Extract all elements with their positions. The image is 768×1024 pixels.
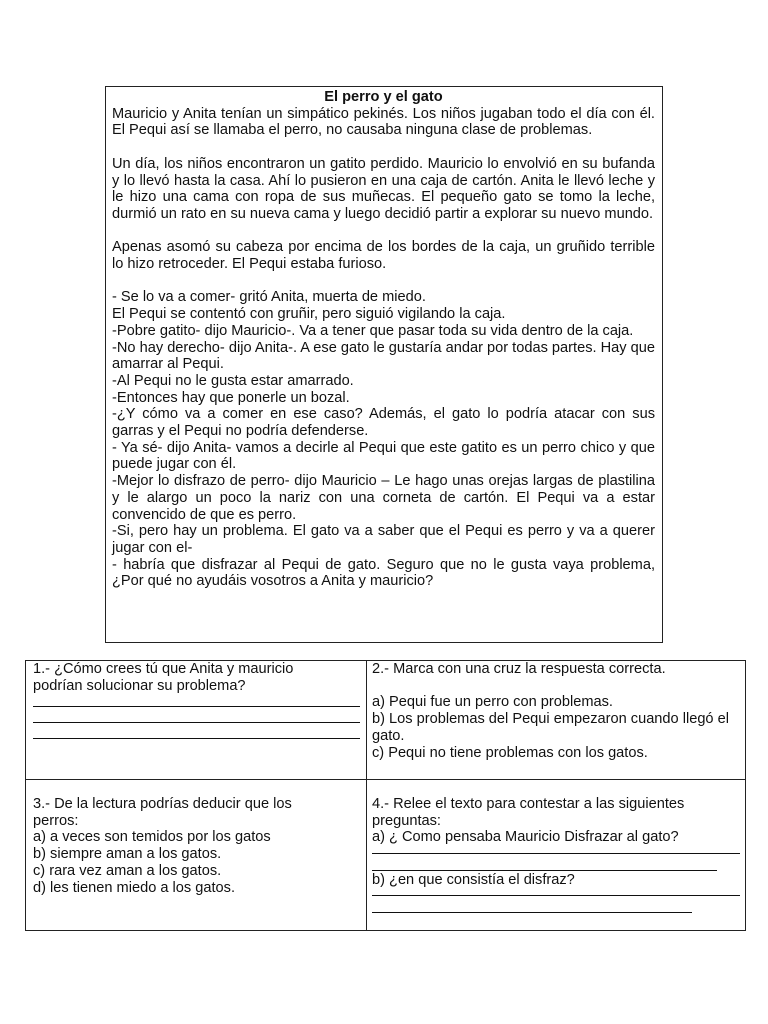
- option-a[interactable]: a) a veces son temidos por los gatos: [33, 829, 271, 846]
- answer-line[interactable]: [33, 706, 360, 707]
- dialogue-line: El Pequi se contentó con gruñir, pero siguió vigilando la caja.: [112, 306, 506, 323]
- option-d[interactable]: d) les tienen miedo a los gatos.: [33, 879, 235, 896]
- column-divider: [366, 661, 367, 930]
- dialogue-line: - habría que disfrazar al Pequi de gato. Seguro que no le gusta vaya problema, ¿Por qué no ayudáis vosotros a Anita y mauricio?: [112, 556, 655, 590]
- answer-line[interactable]: [33, 722, 360, 723]
- question-2: [372, 661, 740, 761]
- dialogue-line: - Ya sé- dijo Anita- vamos a decirle al Pequi que este gatito es un perro chico y que puede jugar con él.: [112, 439, 655, 473]
- dialogue-line: -No hay derecho- dijo Anita-. A ese gato le gustaría andar por todas partes. Hay que amarrar al Pequi.: [112, 339, 655, 373]
- dialogue-line: -Pobre gatito- dijo Mauricio-. Va a tener que pasar toda su vida dentro de la caja.: [112, 322, 634, 339]
- dialogue-line: -Entonces hay que ponerle un bozal.: [112, 389, 350, 406]
- sub-question-a: a) ¿ Como pensaba Mauricio Disfrazar al gato?: [372, 829, 679, 846]
- questions-table: [25, 660, 746, 931]
- answer-line[interactable]: [33, 738, 360, 739]
- question-1-text: podrían solucionar su problema?: [33, 677, 246, 694]
- dialogue-line: -Al Pequi no le gusta estar amarrado.: [112, 372, 354, 389]
- question-1: [33, 661, 360, 739]
- story-paragraph: Apenas asomó su cabeza por encima de los bordes de la caja, un gruñido terrible lo hizo retroceder. El Pequi estaba furioso.: [112, 239, 655, 272]
- question-4-text: preguntas:: [372, 812, 441, 829]
- story-paragraph: Mauricio y Anita tenían un simpático pekinés. Los niños jugaban todo el día con él. El Pequi así se llamaba el perro, no causaba ninguna clase de problemas.: [112, 105, 655, 139]
- question-3-text: 3.- De la lectura podrías deducir que los: [33, 796, 292, 812]
- question-3: [33, 796, 360, 896]
- question-2-prompt: 2.- Marca con una cruz la respuesta correcta.: [372, 661, 666, 677]
- dialogue-line: -¿Y cómo va a comer en ese caso? Además, el gato lo podría atacar con sus garras y el Pequi no podría defenderse.: [112, 406, 655, 440]
- question-4: [372, 796, 740, 913]
- option-a[interactable]: a) Pequi fue un perro con problemas.: [372, 694, 613, 711]
- answer-line[interactable]: [372, 853, 740, 854]
- row-divider: [26, 779, 745, 780]
- answer-line[interactable]: [372, 870, 717, 871]
- option-b[interactable]: b) Los problemas del Pequi empezaron cuando llegó el gato.: [372, 711, 729, 744]
- answer-line[interactable]: [372, 912, 692, 913]
- dialogue-line: -Mejor lo disfrazo de perro- dijo Mauricio – Le hago unas orejas largas de plastilina y le alargo un poco la nariz con una corneta de cartón. El Pequi va a estar convencido de que es perro.: [112, 473, 655, 523]
- dialogue-line: -Si, pero hay un problema. El gato va a saber que el Pequi es perro y va a querer jugar con el-: [112, 523, 655, 556]
- story-title: El perro y el gato: [324, 89, 443, 105]
- answer-line[interactable]: [372, 895, 740, 896]
- option-b[interactable]: b) siempre aman a los gatos.: [33, 846, 222, 863]
- question-3-text: perros:: [33, 812, 79, 829]
- story-paragraph: Un día, los niños encontraron un gatito perdido. Mauricio lo envolvió en su bufanda y lo llevó hasta la casa. Ahí lo pusieron en una caja de cartón. Anita le llevó leche y le hizo una cama con ropa de sus muñecas. El pequeño gato se tomo la leche, durmió un rato en su nueva cama y luego decidió partir a explorar su nuevo mundo.: [112, 155, 655, 222]
- question-1-text: 1.- ¿Cómo crees tú que Anita y mauricio: [33, 661, 294, 677]
- option-c[interactable]: c) rara vez aman a los gatos.: [33, 862, 222, 879]
- story-box: [105, 86, 663, 643]
- option-c[interactable]: c) Pequi no tiene problemas con los gatos.: [372, 744, 648, 761]
- sub-question-b: b) ¿en que consistía el disfraz?: [372, 872, 575, 889]
- question-4-text: 4.- Relee el texto para contestar a las siguientes: [372, 796, 685, 812]
- dialogue-line: - Se lo va a comer- gritó Anita, muerta de miedo.: [112, 289, 426, 306]
